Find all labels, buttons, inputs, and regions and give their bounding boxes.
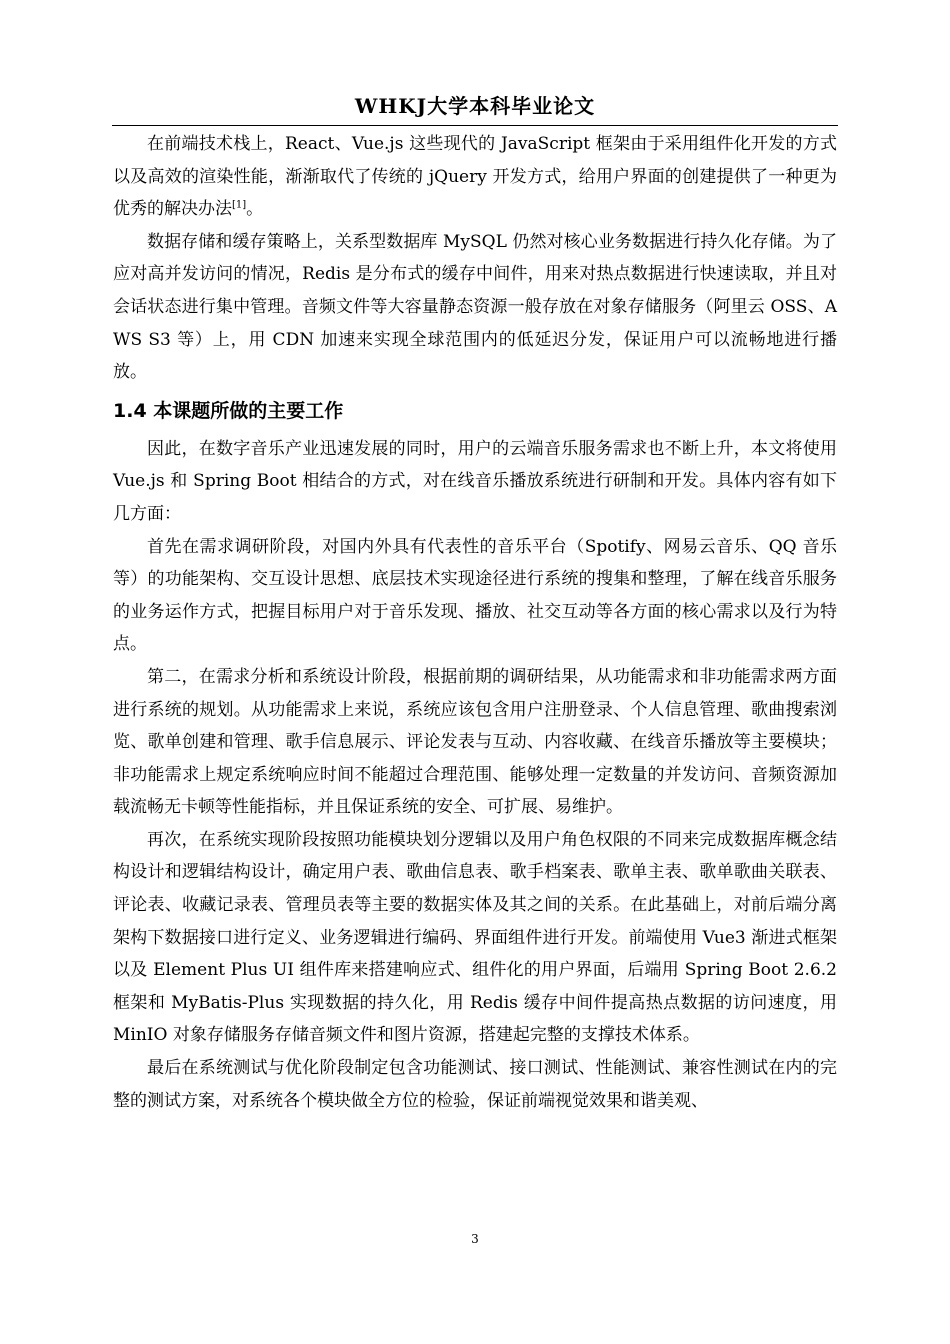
- paragraph-testing: 最后在系统测试与优化阶段制定包含功能测试、接口测试、性能测试、兼容性测试在内的完整的测试方案，对系统各个模块做全方位的检验，保证前端视觉效果和谐美观、: [113, 1058, 837, 1111]
- paragraph-end: 。: [246, 199, 264, 220]
- paragraph-text: 在前端技术栈上，React、Vue.js 这些现代的 JavaScript 框架由于采用组件化开发的方式以及高效的渲染性能，渐渐取代了传统的 jQuery 开发方式，给用户界面的创建提供了一种更为优秀的解决办法: [113, 134, 837, 220]
- paragraph-requirements-research: 首先在需求调研阶段，对国内外具有代表性的音乐平台（Spotify、网易云音乐、QQ 音乐等）的功能架构、交互设计思想、底层技术实现途径进行系统的搜集和整理，了解在线音乐服务的业务运作方式，把握目标用户对于音乐发现、播放、社交互动等各方面的核心需求以及行为特点。: [113, 536, 837, 655]
- paragraph-implementation: 再次，在系统实现阶段按照功能模块划分逻辑以及用户角色权限的不同来完成数据库概念结构设计和逻辑结构设计，确定用户表、歌曲信息表、歌手档案表、歌单主表、歌单歌曲关联表、评论表、收藏记录表、管理员表等主要的数据实体及其之间的关系。在此基础上，对前后端分离架构下数据接口进行定义、业务逻辑进行编码、界面组件进行开发。前端使用 Vue3 渐进式框架以及 Element Plus UI 组件库来搭建响应式、组件化的用户界面，后端用 Spring Boot 2.6.2 框架和 MyBatis-Plus 实现数据的持久化，用 Redis 缓存中间件提高热点数据的访问速度，用 MinIO 对象存储服务存储音频文件和图片资源，搭建起完整的支撑技术体系。: [113, 829, 837, 1046]
- paragraph-requirements-analysis: 第二，在需求分析和系统设计阶段，根据前期的调研结果，从功能需求和非功能需求两方面进行系统的规划。从功能需求上来说，系统应该包含用户注册登录、个人信息管理、歌曲搜索浏览、歌单创建和管理、歌手信息展示、评论发表与互动、内容收藏、在线音乐播放等主要模块；非功能需求上规定系统响应时间不能超过合理范围、能够处理一定数量的并发访问、音频资源加载流畅无卡顿等性能指标，并且保证系统的安全、可扩展、易维护。: [113, 666, 837, 818]
- paragraph-intro: 因此，在数字音乐产业迅速发展的同时，用户的云端音乐服务需求也不断上升，本文将使用 Vue.js 和 Spring Boot 相结合的方式，对在线音乐播放系统进行研制和开发。具体内容有如下几方面：: [113, 438, 837, 524]
- paragraph-storage-cache: 数据存储和缓存策略上，关系型数据库 MySQL 仍然对核心业务数据进行持久化存储。为了应对高并发访问的情况，Redis 是分布式的缓存中间件，用来对热点数据进行快速读取，并且对会话状态进行集中管理。音频文件等大容量静态资源一般存放在对象存储服务（阿里云 OSS、AWS S3 等）上，用 CDN 加速来实现全球范围内的低延迟分发，保证用户可以流畅地进行播放。: [113, 231, 837, 383]
- page-number: 3: [471, 1232, 479, 1246]
- section-heading: 1.4 本课题所做的主要工作: [113, 399, 344, 422]
- body-text: [113, 128, 837, 1117]
- header-rule: [112, 125, 838, 126]
- running-header: WHKJ大学本科毕业论文: [354, 94, 596, 118]
- citation-marker: [1]: [232, 199, 247, 211]
- paragraph-frontend-stack: [113, 128, 837, 226]
